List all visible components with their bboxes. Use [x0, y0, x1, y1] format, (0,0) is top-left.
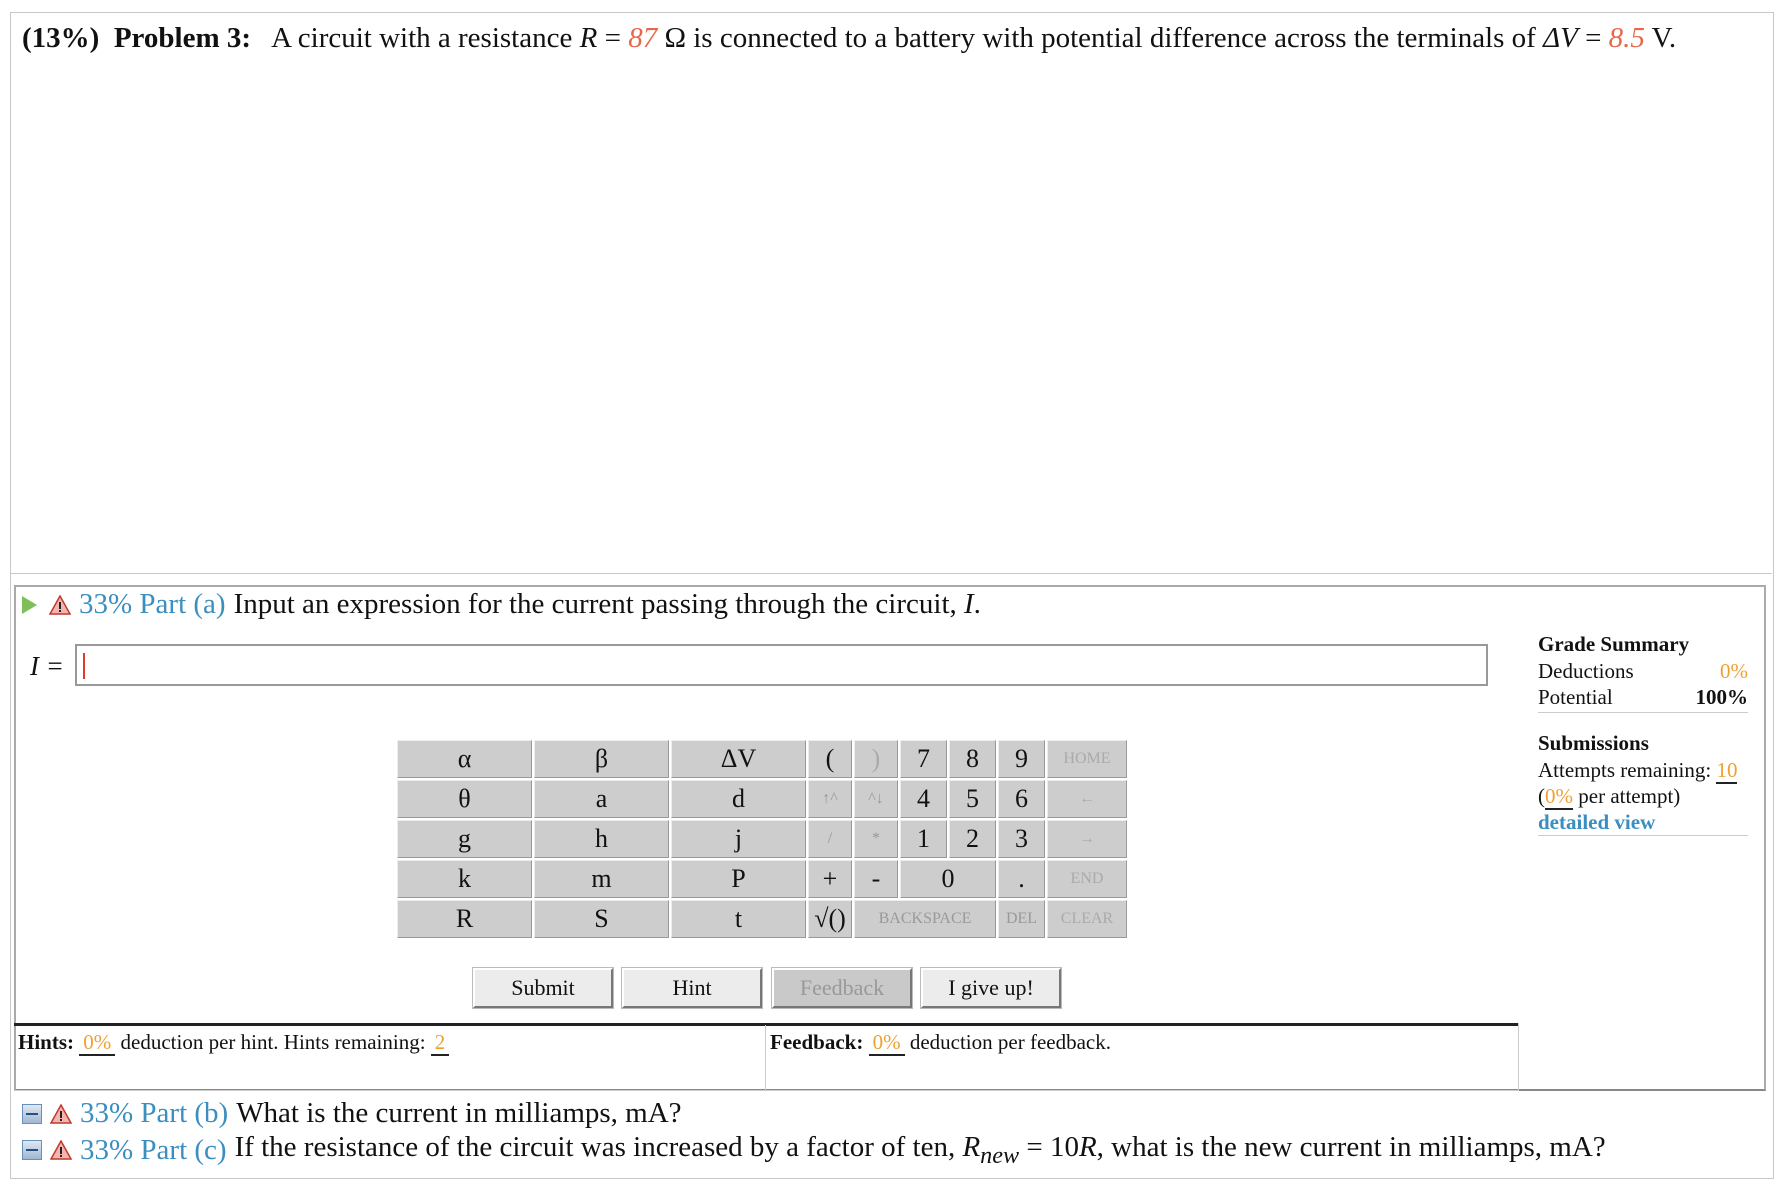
text-cursor: [83, 653, 85, 679]
potential-label: Potential: [1538, 685, 1613, 709]
hints-remaining: 2: [431, 1030, 450, 1056]
deductions-row: [1538, 658, 1748, 684]
part-b-weight: 33% Part (b): [80, 1097, 229, 1129]
potential-row: [1538, 684, 1748, 710]
key-sqrt[interactable]: √(): [808, 900, 852, 938]
key-t[interactable]: t: [671, 900, 806, 938]
feedback-label: Feedback:: [770, 1030, 864, 1054]
hint-button[interactable]: Hint: [622, 968, 762, 1008]
key-divide[interactable]: /: [808, 820, 852, 858]
key-g[interactable]: g: [397, 820, 532, 858]
key-delta-v[interactable]: ΔV: [671, 740, 806, 778]
key-open-paren[interactable]: (: [808, 740, 852, 778]
hints-right-border: [1518, 1023, 1519, 1091]
problem-label: Problem 3:: [113, 22, 252, 54]
deductions-label: Deductions: [1538, 659, 1634, 683]
key-m[interactable]: m: [534, 860, 669, 898]
key-alpha[interactable]: α: [397, 740, 532, 778]
key-6[interactable]: 6: [998, 780, 1045, 818]
key-d[interactable]: d: [671, 780, 806, 818]
key-9[interactable]: 9: [998, 740, 1045, 778]
key-7[interactable]: 7: [900, 740, 947, 778]
per-attempt-text: per attempt): [1578, 784, 1681, 808]
part-c-row[interactable]: [22, 1131, 1606, 1170]
problem-weight: (13%): [22, 22, 100, 54]
key-a[interactable]: a: [534, 780, 669, 818]
answer-input[interactable]: [75, 644, 1488, 686]
feedback-info: [770, 1030, 1111, 1055]
key-left-arrow[interactable]: ←: [1047, 780, 1127, 818]
key-superscript-up[interactable]: ↑^: [808, 780, 852, 818]
grade-summary-title: Grade Summary: [1538, 632, 1690, 656]
key-r[interactable]: R: [397, 900, 532, 938]
key-k[interactable]: k: [397, 860, 532, 898]
attempts-label: Attempts remaining:: [1538, 758, 1712, 782]
key-s[interactable]: S: [534, 900, 669, 938]
per-attempt-open: (: [1538, 784, 1545, 808]
per-attempt-row: [1538, 783, 1748, 809]
warning-icon: [50, 1104, 72, 1124]
key-backspace[interactable]: BACKSPACE: [854, 900, 996, 938]
hint-deduction: 0%: [79, 1030, 115, 1056]
warning-icon: [50, 1140, 72, 1160]
potential-variable: ΔV: [1543, 22, 1578, 54]
potential-value: 8.5: [1608, 22, 1645, 54]
key-0[interactable]: 0: [900, 860, 996, 898]
key-p[interactable]: P: [671, 860, 806, 898]
resistance-value: 87: [628, 22, 658, 54]
key-4[interactable]: 4: [900, 780, 947, 818]
key-h[interactable]: h: [534, 820, 669, 858]
key-minus[interactable]: -: [854, 860, 898, 898]
key-superscript-down[interactable]: ^↓: [854, 780, 898, 818]
hints-info: [18, 1030, 449, 1055]
resistance-unit-text: Ω is connected to a battery with potential difference across the terminals of: [664, 22, 1536, 54]
grade-divider: [1538, 712, 1748, 713]
hints-text: deduction per hint. Hints remaining:: [120, 1030, 426, 1054]
expand-arrow-icon[interactable]: [22, 596, 37, 614]
part-a-question: Input an expression for the current passing through the circuit, I.: [233, 588, 981, 620]
part-b-question: What is the current in milliamps, mA?: [236, 1097, 682, 1129]
key-close-paren[interactable]: ): [854, 740, 898, 778]
hints-divider: [14, 1023, 1519, 1026]
key-8[interactable]: 8: [949, 740, 996, 778]
key-beta[interactable]: β: [534, 740, 669, 778]
equals-sign: =: [1577, 22, 1609, 54]
divider: [10, 573, 1772, 574]
detailed-view-link[interactable]: detailed view: [1538, 810, 1656, 834]
deductions-value: 0%: [1720, 659, 1748, 683]
hints-label: Hints:: [18, 1030, 75, 1054]
hints-bottom-border: [14, 1090, 1519, 1091]
key-del[interactable]: DEL: [998, 900, 1045, 938]
key-right-arrow[interactable]: →: [1047, 820, 1127, 858]
feedback-text: deduction per feedback.: [909, 1030, 1111, 1054]
collapse-icon[interactable]: [22, 1104, 42, 1124]
resistance-variable: R: [579, 22, 598, 54]
equals-sign: =: [597, 22, 629, 54]
grade-divider-bottom: [1538, 835, 1748, 836]
key-multiply[interactable]: *: [854, 820, 898, 858]
part-a-weight: 33% Part (a): [79, 588, 226, 620]
key-home[interactable]: HOME: [1047, 740, 1127, 778]
key-plus[interactable]: +: [808, 860, 852, 898]
attempts-value: 10: [1716, 758, 1738, 782]
collapse-icon[interactable]: [22, 1140, 42, 1160]
key-3[interactable]: 3: [998, 820, 1045, 858]
key-2[interactable]: 2: [949, 820, 996, 858]
potential-unit: V.: [1651, 22, 1677, 54]
key-end[interactable]: END: [1047, 860, 1127, 898]
key-j[interactable]: j: [671, 820, 806, 858]
feedback-button[interactable]: Feedback: [772, 968, 912, 1008]
key-decimal[interactable]: .: [998, 860, 1045, 898]
symbol-keypad: [395, 738, 1129, 940]
potential-value: 100%: [1695, 685, 1748, 709]
part-c-question: If the resistance of the circuit was increased by a factor of ten, $R_{new} = 10R$, what is the new current in milliamps, mA?: [234, 1131, 1606, 1169]
problem-statement: [22, 22, 1676, 55]
key-1[interactable]: 1: [900, 820, 947, 858]
answer-label: I =: [30, 651, 64, 681]
per-attempt-value: 0%: [1545, 784, 1573, 808]
key-clear[interactable]: CLEAR: [1047, 900, 1127, 938]
warning-icon: [49, 595, 71, 615]
hints-separator: [765, 1025, 766, 1091]
part-c-weight: 33% Part (c): [80, 1133, 227, 1166]
give-up-button[interactable]: I give up!: [921, 968, 1061, 1008]
submit-button[interactable]: Submit: [473, 968, 613, 1008]
key-5[interactable]: 5: [949, 780, 996, 818]
submissions-title: Submissions: [1538, 731, 1649, 755]
part-b-row[interactable]: [22, 1097, 682, 1130]
feedback-deduction: 0%: [869, 1030, 905, 1056]
grade-summary: [1538, 630, 1748, 852]
key-theta[interactable]: θ: [397, 780, 532, 818]
problem-text: A circuit with a resistance: [271, 22, 573, 54]
part-a-title: [22, 588, 981, 621]
attempts-row: [1538, 757, 1748, 783]
